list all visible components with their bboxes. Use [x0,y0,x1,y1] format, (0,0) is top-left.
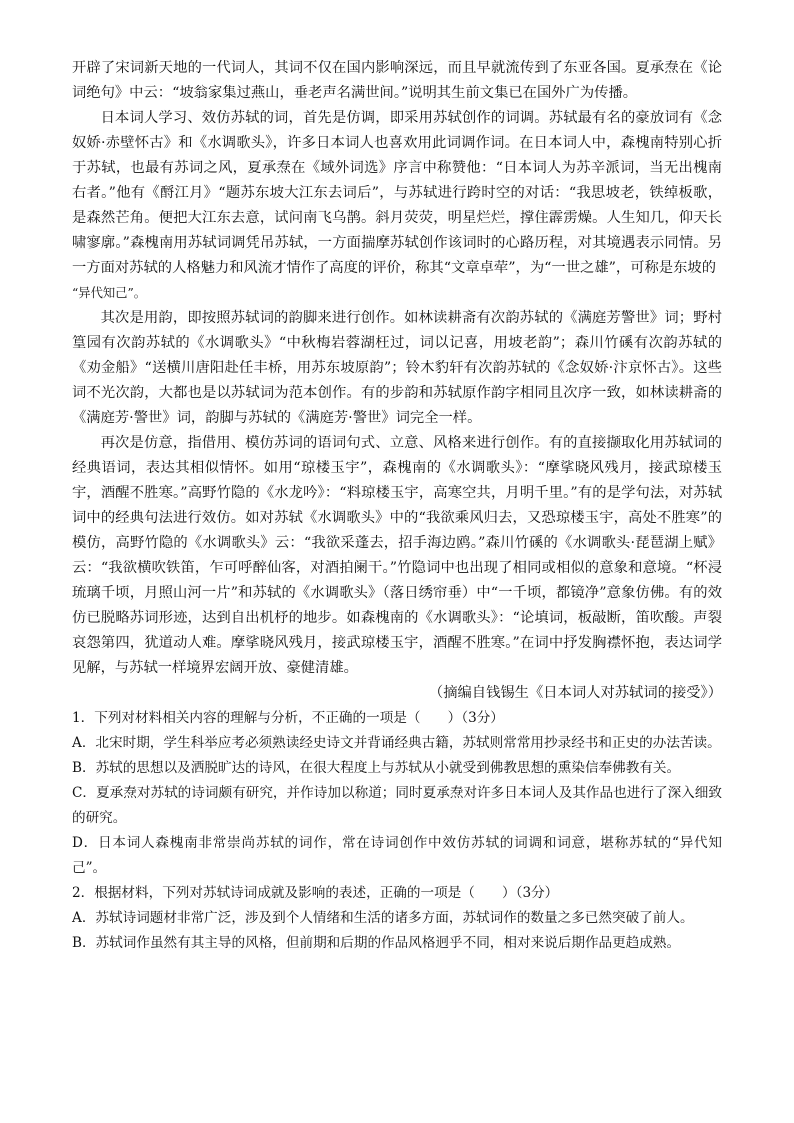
passage-paragraph-4: 再次是仿意，指借用、模仿苏词的语词句式、立意、风格来进行创作。有的直接撷取化用苏轼词的经典语词，表达其相似情怀。如用“琼楼玉宇”，森槐南的《水调歌头》：“摩挲晓风残月，接武琼楼玉宇，酒醒不胜寒。”高野竹隐的《水龙吟》：“料琼楼玉宇，高寒空共，月明千里。”有的是学句法，对苏轼词中的经典句法进行效仿。如对苏轼《水调歌头》中的“我欲乘风归去，又恐琼楼玉宇，高处不胜寒”的模仿，高野竹隐的《水调歌头》云：“我欲采蓬去，招手海边鸥。”森川竹磎的《水调歌头·琵琶湖上赋》云：“我欲横吹铁笛，乍可呼醉仙客，对酒拍阑干。”竹隐词中也出现了相同或相似的意象和意境。“杯浸琉璃千顷，月照山河一片”和苏轼的《水调歌头》（落日绣帘垂）中“一千顷，都镜净”意象仿佛。有的效仿已脱略苏词形迹，达到自出机杼的地步。如森槐南的《水调歌头》：“论填词，板敲断，笛吹酸。声裂哀怨第四，犹道动人难。摩挲晓风残月，接武琼楼玉宇，酒醒不胜寒。”在词中抒发胸襟怀抱，表达词学见解，与苏轼一样境界宏阔开放、豪健清雄。 [72,435,722,676]
passage-source: （摘编自钱锡生《日本词人对苏轼词的接受》） [428,685,722,701]
question-2-stem: 2．根据材料，下列对苏轼诗词成就及影响的表述，正确的一项是（ ）（3分） [72,885,559,901]
exam-page [72,56,722,956]
question-1-option-d: D．日本词人森槐南非常崇尚苏轼的词作，常在诗词创作中效仿苏轼的词调和词意，堪称苏轼的“异代知己”。 [72,835,722,876]
question-1 [72,706,722,881]
question-1-option-c: C．夏承焘对苏轼的诗词颇有研究，并作诗加以称道；同时夏承焘对许多日本词人及其作品也进行了深入细致的研究。 [72,785,722,826]
passage-paragraph-2-tail: “异代知己”。 [72,286,147,300]
passage-paragraph-2-main: 日本词人学习、效仿苏轼的词，首先是仿调，即采用苏轼创作的词调。苏轼最有名的豪放词有《念奴娇·赤壁怀古》和《水调歌头》，许多日本词人也喜欢用此词调作词。在日本词人中，森槐南特别心折于苏轼，也最有苏词之风，夏承焘在《域外词选》序言中称赞他：“日本词人为苏辛派词，当无出槐南右者。”他有《酹江月》“题苏东坡大江东去词后”，与苏轼进行跨时空的对话：“我思坡老，铁绰板歌，是森然芒角。便把大江东去意，试问南飞乌鹊。斜月荧荧，明星烂烂，撑住霹雳燥。人生知几，仰天长啸寥廓。”森槐南用苏轼词调凭吊苏轼，一方面揣摩苏轼创作该词时的心路历程，对其境遇表示同情。另一方面对苏轼的人格魅力和风流才情作了高度的评价，称其“文章卓荦”，为“一世之雄”，可称是东坡的 [72,110,722,276]
passage-paragraph-3: 其次是用韵，即按照苏轼词的韵脚来进行创作。如林读耕斋有次韵苏轼的《满庭芳警世》词；野村篁园有次韵苏轼的《水调歌头》“中秋梅岩蓉湖枉过，词以记喜，用坡老韵”；森川竹磎有次韵苏轼的《劝金船》“送横川唐阳赴任丰桥，用苏东坡原韵”；铃木豹轩有次韵苏轼的《念奴娇·汴京怀古》。这些词不光次韵，大都也是以苏轼词为范本创作。有的步韵和苏轼原作韵字相同且次序一致，如林读耕斋的《满庭芳·警世》词，韵脚与苏轼的《满庭芳·警世》词完全一样。 [72,310,722,426]
passage-paragraph-2 [72,106,722,306]
question-1-option-b: B．苏轼的思想以及洒脱旷达的诗风，在很大程度上与苏轼从小就受到佛教思想的熏染信奉佛教有关。 [72,760,681,776]
passage-paragraph-1: 开辟了宋词新天地的一代词人，其词不仅在国内影响深远，而且早就流传到了东亚各国。夏承焘在《论词绝句》中云：“坡翁家集过燕山，垂老声名满世间。”说明其生前文集已在国外广为传播。 [72,60,722,101]
question-2-option-a: A．苏轼诗词题材非常广泛，涉及到个人情绪和生活的诸多方面，苏轼词作的数量之多已然突破了前人。 [72,910,694,926]
question-1-stem: 1．下列对材料相关内容的理解与分析，不正确的一项是（ ）（3分） [72,710,504,726]
question-2 [72,881,722,956]
question-1-option-a: A．北宋时期，学生科举应考必须熟读经史诗文并背诵经典古籍，苏轼则常常用抄录经书和正史的办法苦读。 [72,735,721,751]
question-2-option-b: B．苏轼词作虽然有其主导的风格，但前期和后期的作品风格迥乎不同，相对来说后期作品更趋成熟。 [72,935,681,951]
